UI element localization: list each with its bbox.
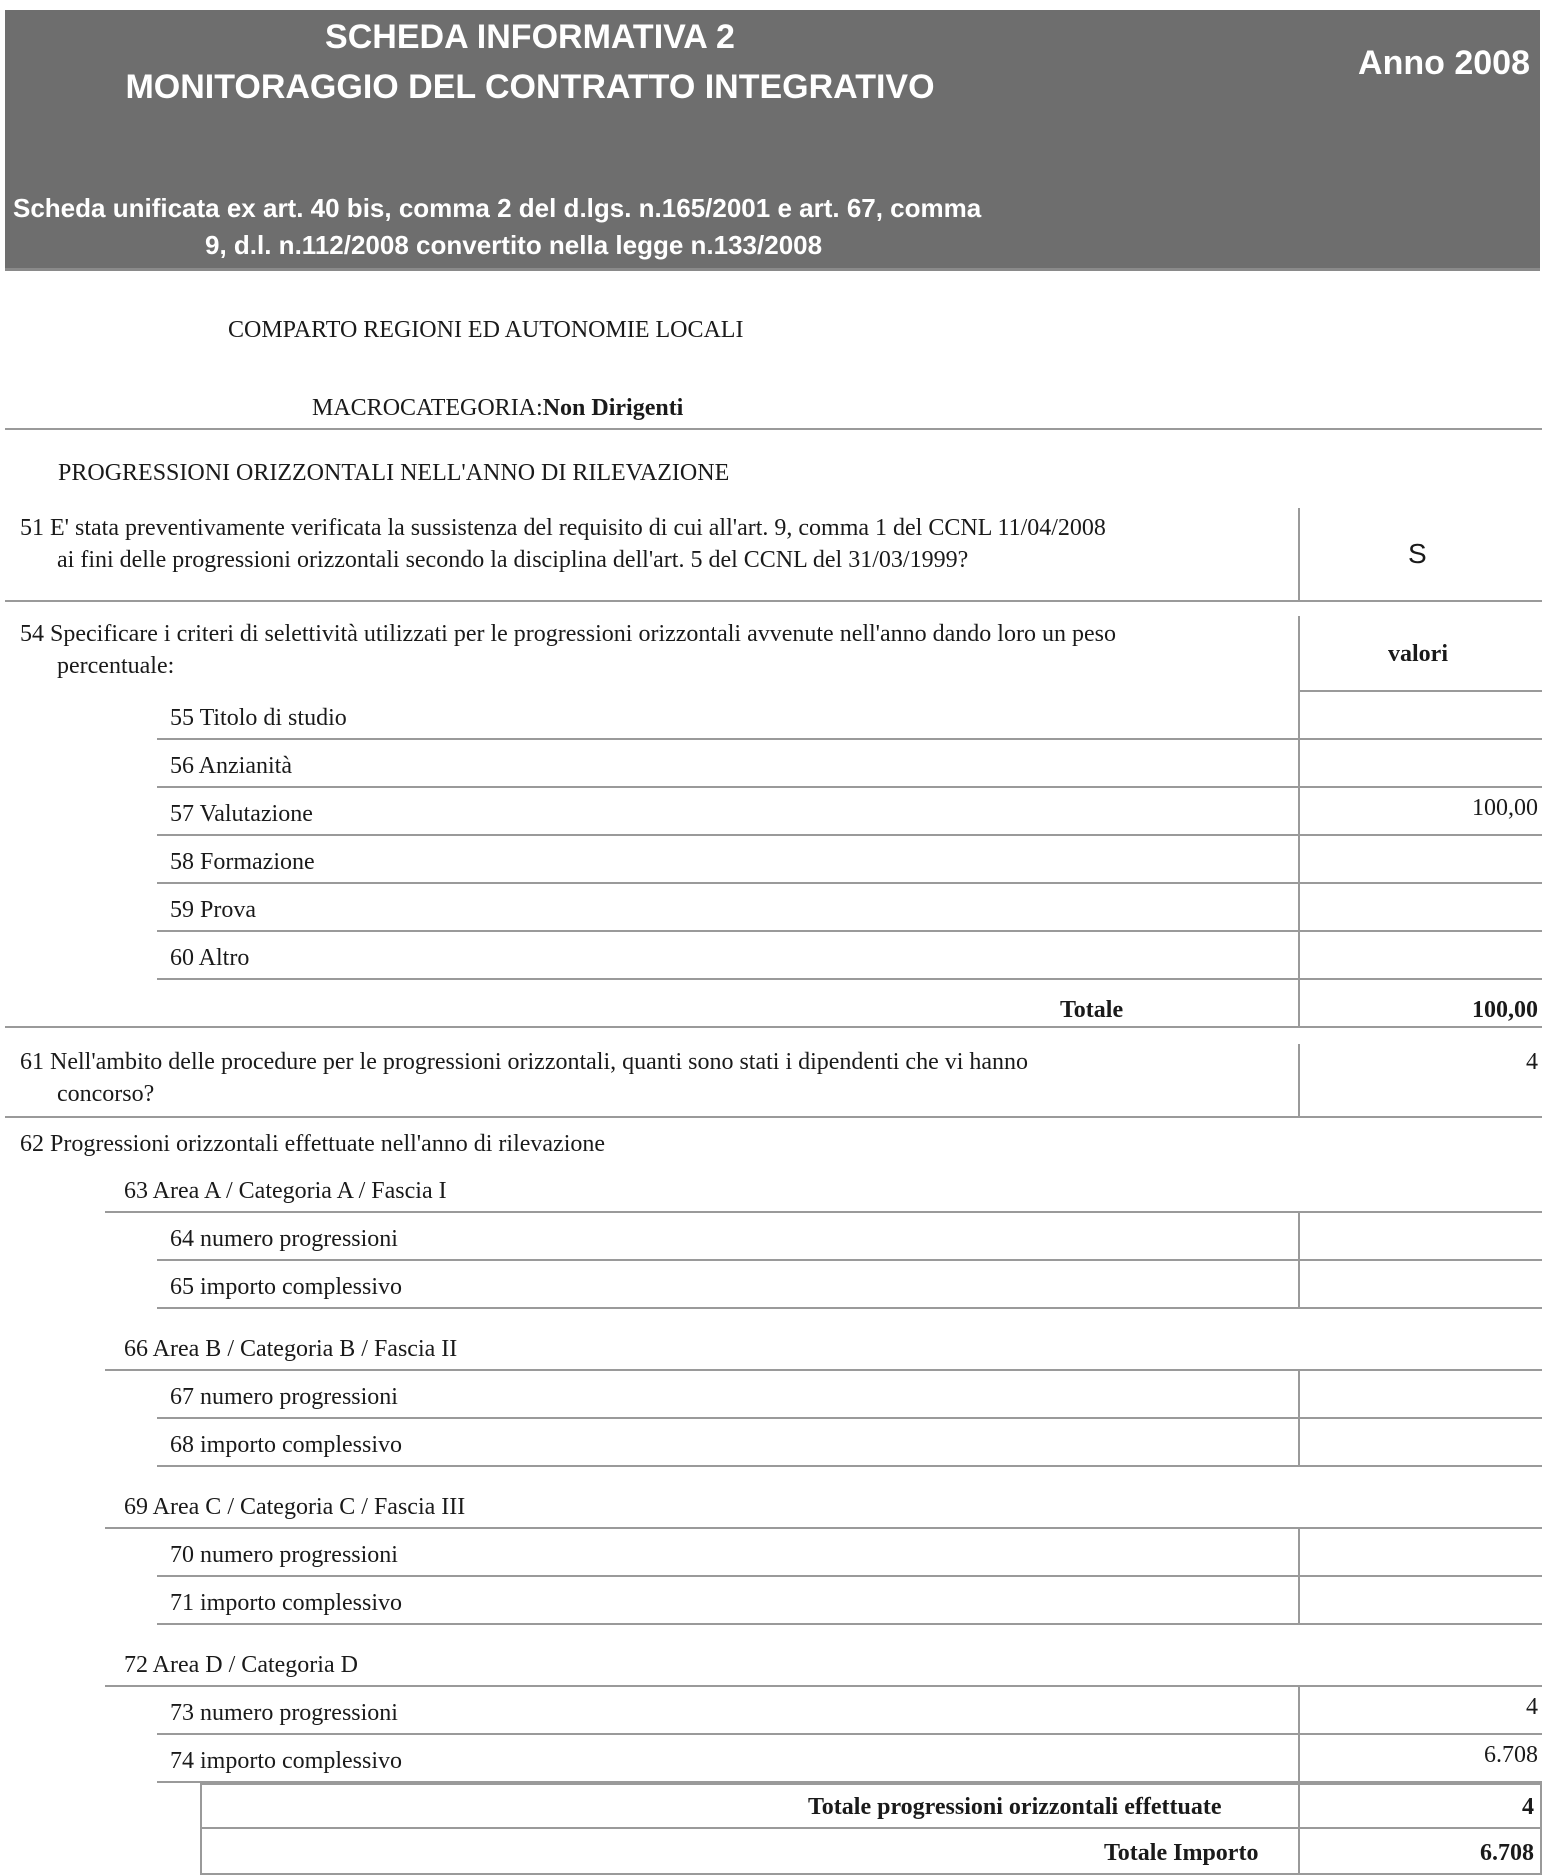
- totale-value: 100,00: [1472, 997, 1538, 1023]
- row-line: [105, 1685, 1542, 1687]
- totale-importo-label: Totale Importo: [1104, 1840, 1259, 1866]
- numero-progressioni-label: 64 numero progressioni: [170, 1226, 398, 1252]
- form-subtitle-line2: 9, d.l. n.112/2008 convertito nella legge n.133/2008: [205, 230, 823, 260]
- row-line: [200, 1827, 1540, 1829]
- criterio-label: 58 Formazione: [170, 849, 315, 875]
- area-label: 69 Area C / Categoria C / Fascia III: [124, 1494, 466, 1520]
- form-title-line1: SCHEDA INFORMATIVA 2: [325, 18, 735, 56]
- divider: [5, 428, 1542, 430]
- row-line: [157, 1465, 1542, 1467]
- macrocategoria-value: Non Dirigenti: [542, 395, 684, 421]
- totale-importo-value: 6.708: [1480, 1840, 1534, 1866]
- criterio-label: 59 Prova: [170, 897, 256, 923]
- row-line: [157, 1307, 1542, 1309]
- column-separator: [1298, 1529, 1300, 1625]
- row-line: [157, 930, 1542, 932]
- criterio-label: 56 Anzianità: [170, 753, 292, 779]
- form-header: [5, 10, 1540, 271]
- q61-text-line2: concorso?: [57, 1081, 155, 1107]
- q51-answer: S: [1408, 538, 1427, 569]
- importo-complessivo-label: 71 importo complessivo: [170, 1590, 402, 1616]
- macrocategoria-label: MACROCATEGORIA:: [312, 395, 543, 421]
- area-label: 72 Area D / Categoria D: [124, 1652, 358, 1678]
- row-line: [105, 1211, 1542, 1213]
- divider: [1300, 690, 1542, 692]
- q51-text-line2: ai fini delle progressioni orizzontali secondo la disciplina dell'art. 5 del CCNL del 31/03/1999?: [57, 547, 969, 573]
- importo-complessivo-label: 68 importo complessivo: [170, 1432, 402, 1458]
- divider: [5, 1116, 1542, 1118]
- criterio-label: 55 Titolo di studio: [170, 705, 347, 731]
- q61-value: 4: [1526, 1049, 1538, 1075]
- row-line: [157, 834, 1542, 836]
- q62-title: 62 Progressioni orizzontali effettuate nell'anno di rilevazione: [20, 1131, 606, 1157]
- divider: [5, 1026, 1542, 1028]
- row-line: [105, 1527, 1542, 1529]
- area-label: 63 Area A / Categoria A / Fascia I: [124, 1178, 447, 1204]
- row-line: [157, 1417, 1542, 1419]
- numero-progressioni-value: 4: [1526, 1694, 1538, 1720]
- totale-progressioni-label: Totale progressioni orizzontali effettuate: [808, 1794, 1222, 1820]
- totale-label: Totale: [1060, 997, 1124, 1023]
- importo-complessivo-label: 74 importo complessivo: [170, 1748, 402, 1774]
- numero-progressioni-label: 67 numero progressioni: [170, 1384, 398, 1410]
- section-title: PROGRESSIONI ORIZZONTALI NELL'ANNO DI RILEVAZIONE: [58, 460, 730, 486]
- macrocategoria-line: [312, 390, 683, 426]
- row-line: [157, 1575, 1542, 1577]
- importo-complessivo-label: 65 importo complessivo: [170, 1274, 402, 1300]
- criterio-value: 100,00: [1472, 795, 1538, 821]
- area-label: 66 Area B / Categoria B / Fascia II: [124, 1336, 458, 1362]
- row-line: [157, 882, 1542, 884]
- q51-text-line1: 51 E' stata preventivamente verificata la sussistenza del requisito di cui all'art. 9, comma 1 del CCNL 11/04/2008: [20, 515, 1106, 541]
- valori-column-header: valori: [1388, 641, 1448, 667]
- importo-complessivo-value: 6.708: [1484, 1742, 1538, 1768]
- q61-text-line1: 61 Nell'ambito delle procedure per le progressioni orizzontali, quanti sono stati i dipendenti che vi hanno: [20, 1049, 1029, 1075]
- row-line: [157, 1259, 1542, 1261]
- form-subtitle-line1: Scheda unificata ex art. 40 bis, comma 2 del d.lgs. n.165/2001 e art. 67, comma: [13, 193, 982, 223]
- criterio-label: 57 Valutazione: [170, 801, 313, 827]
- row-line: [157, 978, 1542, 980]
- totale-progressioni-value: 4: [1522, 1794, 1534, 1820]
- row-line: [105, 1369, 1542, 1371]
- q54-text-line1: 54 Specificare i criteri di selettività utilizzati per le progressioni orizzontali avvenute nell'anno dando loro un peso: [20, 621, 1116, 647]
- row-line: [157, 1623, 1542, 1625]
- column-separator: [1298, 508, 1300, 600]
- criterio-label: 60 Altro: [170, 945, 250, 971]
- column-separator: [1298, 1213, 1300, 1309]
- row-line: [157, 738, 1542, 740]
- q54-text-line2: percentuale:: [57, 653, 175, 679]
- divider: [5, 600, 1542, 602]
- form-title-line2: MONITORAGGIO DEL CONTRATTO INTEGRATIVO: [125, 68, 935, 106]
- form-year: Anno 2008: [1358, 44, 1530, 82]
- column-separator: [1298, 1371, 1300, 1467]
- numero-progressioni-label: 73 numero progressioni: [170, 1700, 398, 1726]
- comparto-label: COMPARTO REGIONI ED AUTONOMIE LOCALI: [228, 317, 744, 343]
- row-line: [157, 786, 1542, 788]
- row-line: [157, 1733, 1542, 1735]
- numero-progressioni-label: 70 numero progressioni: [170, 1542, 398, 1568]
